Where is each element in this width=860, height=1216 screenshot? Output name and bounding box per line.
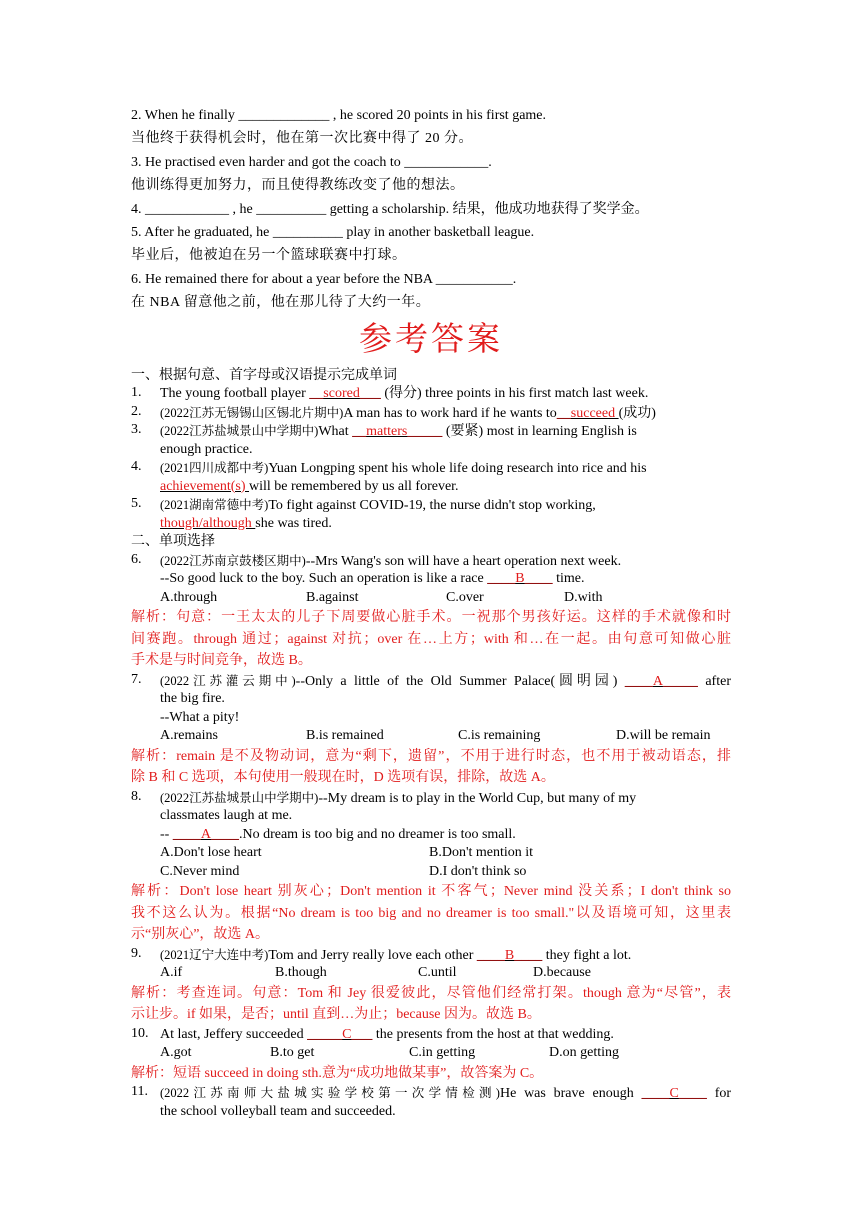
item-text: (得分) three points in his first match last week. (380, 386, 649, 402)
answer-blank: ____A____ (172, 826, 239, 842)
practice-q6-en: 6. He remained there for about a year before the NBA ___________. (131, 271, 517, 287)
item-text: (成功) (618, 405, 656, 421)
fill-item-2 (131, 404, 731, 423)
answer-blank: though/although (160, 515, 256, 531)
option-c: C.in getting (409, 1045, 476, 1061)
item-number: 8. (131, 788, 142, 804)
item-text: classmates laugh at me. (160, 808, 293, 824)
item-number: 2. (131, 403, 142, 419)
answer-blank: achievement(s) (160, 478, 250, 494)
mc-item-7 (131, 672, 731, 746)
options-row (160, 589, 731, 608)
item-text: will be remembered by us all forever. (249, 478, 459, 494)
options-row (160, 727, 731, 746)
option-d: D.with (564, 589, 603, 605)
section2-heading: 二、单项选择 (131, 534, 215, 550)
item-text: --So good luck to the boy. Such an operation is like a race (160, 571, 488, 587)
item-source: (2022江苏南师大盐城实验学校第一次学情检测) (160, 1086, 500, 1101)
item-text: (要紧) most in learning English is (442, 424, 637, 440)
explanation-line: 解析：remain 是不及物动词，意为“剩下，遗留”，不用于进行时态，也不用于被动语态，排 (131, 748, 731, 764)
item-text: --My dream is to play in the World Cup, but many of my (318, 790, 637, 806)
item-number: 1. (131, 385, 142, 401)
fill-item-3 (131, 422, 731, 459)
answer-title: 参考答案 (359, 318, 503, 358)
answer-blank: ____B____ (476, 947, 543, 963)
item-text: --Only a little of the Old Summer Palace(圆明园) (295, 673, 625, 689)
item-number: 9. (131, 945, 142, 961)
item-text: time. (552, 571, 585, 587)
item-text: for (714, 1086, 732, 1102)
item-text: A man has to work hard if he wants to (343, 405, 557, 421)
option-b: B.though (275, 965, 327, 981)
explanation-line: 间赛跑。through 通过；against 对抗；over 在…上方；with 和…在一起。由句意可知做心脏 (131, 631, 731, 647)
explanation-line: 除 B 和 C 选项，本句使用一般现在时，D 选项有误，排除，故选 A。 (131, 770, 555, 786)
practice-q5-en: 5. After he graduated, he __________ play in another basketball league. (131, 224, 535, 240)
item-source: (2021四川成都中考) (160, 461, 269, 476)
option-d: D.will be remain (616, 728, 711, 744)
option-c: C.is remaining (458, 728, 541, 744)
item-text: --What a pity! (160, 709, 240, 725)
item-text: To fight against COVID-19, the nurse didn't stop working, (268, 498, 596, 514)
option-d: D.because (533, 965, 591, 981)
answer-blank: __succeed (556, 405, 619, 421)
option-c: C.Never mind (160, 863, 240, 879)
option-a: A.Don't lose heart (160, 845, 262, 861)
options-row (160, 1044, 731, 1063)
item-source: (2021湖南常德中考) (160, 498, 269, 513)
practice-q6-cn: 在 NBA 留意他之前，他在那儿待了大约一年。 (131, 295, 431, 311)
option-a: A.through (160, 589, 218, 605)
fill-item-1 (131, 385, 731, 404)
mc-item-9 (131, 946, 731, 983)
option-d: D.I don't think so (429, 863, 527, 879)
answer-blank: __scored___ (309, 386, 381, 402)
option-a: A.remains (160, 728, 218, 744)
item-text: .No dream is too big and no dreamer is too small. (238, 826, 516, 842)
answer-blank: ____B____ (487, 571, 553, 587)
option-b: B.to get (270, 1045, 315, 1061)
item-text: the big fire. (160, 691, 225, 707)
explanation-line: 解析：短语 succeed in doing sth.意为“成功地做某事”，故答案为 C。 (131, 1065, 544, 1081)
item-text: -- (160, 826, 173, 842)
fill-item-4 (131, 459, 731, 496)
option-a: A.got (160, 1045, 192, 1061)
answer-blank: ____C____ (641, 1086, 707, 1102)
option-b: B.is remained (306, 728, 384, 744)
explanation-line: 我不这么认为。根据“No dream is too big and no dreamer is too small."以及语境可知，这里表 (131, 905, 731, 921)
item-number: 11. (131, 1084, 148, 1100)
answer-blank: __matters_____ (352, 424, 443, 440)
mc-item-11 (131, 1084, 731, 1121)
item-source: (2021辽宁大连中考) (160, 947, 269, 962)
item-text: they fight a lot. (542, 947, 632, 963)
item-number: 5. (131, 496, 142, 512)
item-number: 10. (131, 1025, 149, 1041)
section1-heading: 一、根据句意、首字母或汉语提示完成单词 (131, 367, 397, 383)
item-text: At last, Jeffery succeeded (160, 1026, 308, 1042)
option-c: C.until (418, 965, 457, 981)
item-text: Yuan Longping spent his whole life doing research into rice and his (268, 461, 647, 477)
practice-q5-cn: 毕业后，他被迫在另一个篮球联赛中打球。 (131, 248, 407, 264)
item-text: she was tired. (255, 515, 332, 531)
practice-q2-en: 2. When he finally _____________ , he scored 20 points in his first game. (131, 108, 547, 123)
explanation-line: 示“别灰心”，故选 A。 (131, 927, 270, 943)
item-text: The young football player (160, 386, 310, 402)
explanation-line: 解析：Don't lose heart 别灰心；Don't mention it 不客气；Never mind 没关系；I don't think so (131, 884, 731, 900)
item-text: the school volleyball team and succeeded. (160, 1103, 396, 1119)
explanation-line: 示让步。if 如果，是否；until 直到…为止；because 因为。故选 B。 (131, 1007, 541, 1023)
option-b: B.Don't mention it (429, 845, 534, 861)
item-text: after (705, 673, 731, 689)
practice-q3-en: 3. He practised even harder and got the coach to ____________. (131, 154, 492, 170)
answer-blank: _____C___ (307, 1026, 373, 1042)
explanation-line: 解析：考查连词。句意：Tom 和 Jey 很爱彼此，尽管他们经常打架。though 意为“尽管”，表 (131, 985, 731, 1001)
item-source: (2022江苏南京鼓楼区期中) (160, 553, 306, 568)
options-row (160, 863, 731, 882)
item-source: (2022江苏盐城景山中学期中) (160, 790, 319, 805)
explanation-line: 解析：句意：一王太太的儿子下周要做心脏手术。一祝那个男孩好运。这样的手术就像和时 (131, 610, 731, 626)
item-source: (2022江苏灌云期中) (160, 673, 296, 688)
options-row (160, 844, 731, 863)
option-d: D.on getting (549, 1045, 619, 1061)
item-text: What (318, 424, 353, 440)
explanation-line: 手术是与时间竞争，故选 B。 (131, 653, 312, 669)
mc-item-8 (131, 789, 731, 882)
item-number: 3. (131, 422, 142, 438)
item-text: enough practice. (160, 441, 253, 457)
item-text: the presents from the host at that wedding. (372, 1026, 614, 1042)
item-number: 4. (131, 459, 142, 475)
item-number: 6. (131, 551, 142, 567)
mc-item-10 (131, 1026, 731, 1063)
item-text: --Mrs Wang's son will have a heart operation next week. (305, 553, 622, 569)
practice-q4: 4. ____________ , he __________ getting a scholarship. 结果，他成功地获得了奖学金。 (131, 201, 649, 217)
fill-item-5 (131, 496, 731, 533)
option-b: B.against (306, 589, 359, 605)
practice-q2-cn: 当他终于获得机会时，他在第一次比赛中得了 20 分。 (131, 131, 473, 147)
item-source: (2022江苏盐城景山中学期中) (160, 424, 319, 439)
item-text: He was brave enough (499, 1086, 642, 1102)
item-number: 7. (131, 671, 142, 687)
document-page (131, 104, 731, 1121)
option-c: C.over (446, 589, 484, 605)
item-source: (2022江苏无锡锡山区锡北片期中) (160, 405, 344, 420)
practice-q3-cn: 他训练得更加努力，而且使得教练改变了他的想法。 (131, 178, 465, 194)
mc-item-6 (131, 552, 731, 608)
item-text: Tom and Jerry really love each other (268, 947, 477, 963)
answer-blank: ____A_____ (624, 673, 698, 689)
option-a: A.if (160, 965, 183, 981)
options-row (160, 964, 731, 983)
